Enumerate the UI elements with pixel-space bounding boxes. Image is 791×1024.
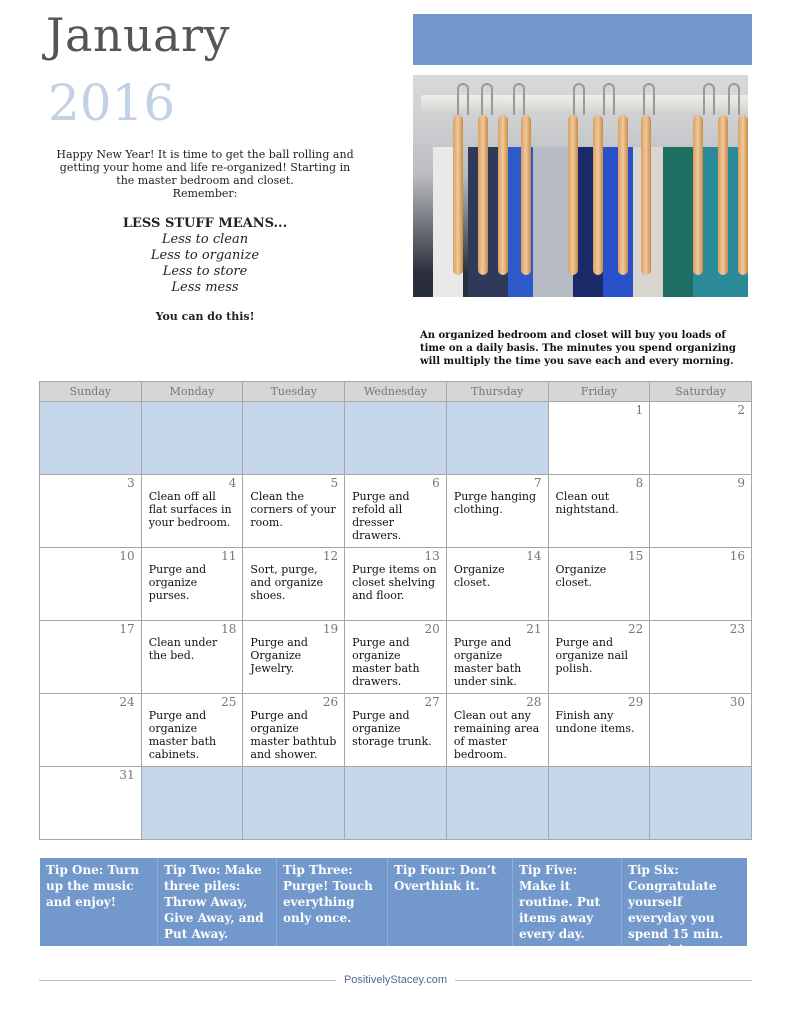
calendar-day-cell: [141, 621, 243, 694]
year-title: 2016: [48, 74, 176, 132]
calendar-day-cell: [40, 475, 142, 548]
calendar-day-cell: [446, 548, 548, 621]
calendar-day-cell: [40, 548, 142, 621]
intro-remember: Remember:: [172, 187, 238, 200]
calendar-day-cell: [650, 402, 752, 475]
calendar-day-cell: [446, 694, 548, 767]
calendar-day-cell: [548, 694, 650, 767]
day-number: 21: [526, 622, 542, 636]
calendar-cell-empty: [243, 402, 345, 475]
day-task: Purge and organize master bath under sink.: [453, 636, 522, 688]
hanger-hook: [703, 83, 715, 115]
calendar-day-cell: [650, 548, 752, 621]
closet-hangers-photo: [413, 75, 748, 297]
wooden-hanger: [568, 115, 578, 275]
hanger-hook: [603, 83, 615, 115]
hanger-hook: [643, 83, 655, 115]
day-number: 13: [424, 549, 440, 563]
calendar-week-row: [40, 548, 752, 621]
weekday-header-thursday: Thursday: [446, 382, 548, 402]
weekday-header-wednesday: Wednesday: [345, 382, 447, 402]
day-number: 24: [119, 695, 135, 709]
calendar-day-cell: [141, 548, 243, 621]
day-number: 10: [119, 549, 135, 563]
wooden-hanger: [618, 115, 628, 275]
footer-divider-right: [455, 980, 752, 981]
day-number: 12: [322, 549, 339, 563]
calendar-day-cell: [40, 621, 142, 694]
day-number: 3: [127, 476, 135, 490]
wooden-hanger: [738, 115, 748, 275]
day-task: Clean out any remaining area of master bedroom.: [453, 709, 540, 761]
calendar-day-cell: [345, 475, 447, 548]
less-stuff-heading: LESS STUFF MEANS...: [122, 216, 288, 231]
calendar-cell-empty: [243, 767, 345, 840]
day-number: 14: [526, 549, 542, 563]
hanger-hook: [457, 83, 469, 115]
encouragement: You can do this!: [155, 310, 255, 323]
calendar-day-cell: [345, 694, 447, 767]
calendar-day-cell: [40, 694, 142, 767]
day-number: 1: [635, 403, 644, 417]
month-title: January: [46, 8, 231, 62]
footer-divider-left: [39, 980, 336, 981]
tip-3: Tip Three: Purge! Touch everything only once.: [277, 858, 388, 946]
day-task: Purge and organize purses.: [148, 563, 207, 602]
tip-4: Tip Four: Don’t Overthink it.: [388, 858, 513, 946]
calendar-day-cell: [243, 621, 345, 694]
day-number: 23: [729, 622, 745, 636]
day-task: Purge items on closet shelving and floor.: [352, 563, 437, 602]
clothing-item: [533, 147, 573, 297]
calendar-cell-empty: [446, 402, 548, 475]
day-number: 31: [119, 768, 135, 782]
tip-5: Tip Five: Make it routine. Put items away every day.: [513, 858, 622, 946]
day-number: 8: [635, 476, 644, 490]
photo-caption: An organized bedroom and closet will buy you loads of time on a daily basis. The minutes you spend organizing will multiply the time you save each and every morning.: [420, 330, 736, 367]
day-number: 26: [322, 695, 339, 709]
day-number: 9: [737, 476, 745, 490]
calendar-week-row: [40, 767, 752, 840]
day-number: 15: [627, 549, 644, 563]
day-number: 4: [228, 476, 237, 490]
day-number: 19: [322, 622, 339, 636]
hanger-hook: [481, 83, 493, 115]
clothing-item: [663, 147, 693, 297]
day-task: Clean under the bed.: [148, 636, 218, 662]
calendar-day-cell: [243, 475, 345, 548]
calendar-day-cell: [141, 694, 243, 767]
wooden-hanger: [718, 115, 728, 275]
wooden-hanger: [478, 115, 488, 275]
calendar-day-cell: [40, 767, 142, 840]
calendar-cell-empty: [141, 402, 243, 475]
calendar-cell-empty: [345, 402, 447, 475]
calendar-day-cell: [548, 621, 650, 694]
day-task: Clean out nightstand.: [555, 490, 619, 516]
intro-text: [50, 148, 360, 323]
wooden-hanger: [498, 115, 508, 275]
calendar-day-cell: [650, 621, 752, 694]
wooden-hanger: [641, 115, 651, 275]
tip-6: Tip Six: Congratulate yourself everyday you spend 15 min. organizing.: [628, 863, 724, 957]
calendar-cell-empty: [40, 402, 142, 475]
day-number: 25: [221, 695, 237, 709]
day-number: 7: [533, 476, 542, 490]
calendar-day-cell: [548, 475, 650, 548]
weekday-header-row: [40, 382, 752, 402]
tip-2: Tip Two: Make three piles: Throw Away, Give Away, and Put Away.: [158, 858, 277, 946]
day-number: 6: [432, 476, 440, 490]
day-number: 28: [526, 695, 542, 709]
calendar-day-cell: [243, 548, 345, 621]
weekday-header-saturday: Saturday: [650, 382, 752, 402]
day-task: Sort, purge, and organize shoes.: [250, 563, 323, 602]
day-number: 11: [221, 549, 237, 563]
wooden-hanger: [521, 115, 531, 275]
less-item: Less to organize: [150, 248, 260, 263]
calendar-cell-empty: [548, 767, 650, 840]
day-task: Organize closet.: [555, 563, 607, 589]
hanger-hook: [573, 83, 585, 115]
day-task: Finish any undone items.: [555, 709, 635, 735]
day-number: 2: [737, 403, 745, 417]
day-number: 20: [424, 622, 440, 636]
less-item: Less to clean: [161, 232, 249, 247]
intro-paragraph: Happy New Year! It is time to get the ball rolling and getting your home and life re-organized! Starting in the master bedroom and closet.: [56, 148, 354, 187]
day-number: 27: [424, 695, 440, 709]
day-task: Purge and organize master bathtub and shower.: [250, 709, 337, 761]
hanger-hook: [728, 83, 740, 115]
weekday-header-friday: Friday: [548, 382, 650, 402]
day-number: 22: [627, 622, 644, 636]
calendar-grid: [39, 381, 752, 840]
day-task: Organize closet.: [453, 563, 505, 589]
calendar-day-cell: [548, 402, 650, 475]
calendar-cell-empty: [650, 767, 752, 840]
day-task: Purge and organize storage trunk.: [352, 709, 432, 748]
day-number: 5: [330, 476, 339, 490]
wooden-hanger: [453, 115, 463, 275]
calendar-week-row: [40, 621, 752, 694]
day-number: 29: [627, 695, 644, 709]
calendar-cell-empty: [141, 767, 243, 840]
day-task: Purge and Organize Jewelry.: [250, 636, 308, 675]
calendar-day-cell: [141, 475, 243, 548]
weekday-header-monday: Monday: [141, 382, 243, 402]
less-item: Less to store: [162, 264, 248, 279]
tip-1: Tip One: Turn up the music and enjoy!: [40, 858, 158, 946]
calendar-cell-empty: [446, 767, 548, 840]
wooden-hanger: [593, 115, 603, 275]
day-task: Clean off all flat surfaces in your bedroom.: [148, 490, 232, 529]
day-number: 17: [119, 622, 135, 636]
calendar-week-row: [40, 694, 752, 767]
day-task: Purge and refold all dresser drawers.: [352, 490, 410, 542]
calendar-day-cell: [650, 694, 752, 767]
tips-bar: [40, 858, 747, 957]
day-number: 18: [221, 622, 237, 636]
calendar-cell-empty: [345, 767, 447, 840]
calendar-day-cell: [243, 694, 345, 767]
hanger-hook: [513, 83, 525, 115]
less-item: Less mess: [171, 280, 239, 295]
day-number: 16: [729, 549, 745, 563]
calendar-day-cell: [548, 548, 650, 621]
day-number: 30: [729, 695, 745, 709]
wooden-hanger: [693, 115, 703, 275]
day-task: Purge and organize master bath drawers.: [352, 636, 420, 688]
weekday-header-tuesday: Tuesday: [243, 382, 345, 402]
day-task: Purge hanging clothing.: [453, 490, 537, 516]
footer: [39, 972, 752, 988]
decorative-blue-bar: [413, 14, 752, 65]
day-task: Purge and organize master bath cabinets.: [148, 709, 217, 761]
calendar-day-cell: [345, 548, 447, 621]
calendar-day-cell: [650, 475, 752, 548]
footer-site-link[interactable]: PositivelyStacey.com: [343, 974, 448, 986]
calendar-day-cell: [446, 621, 548, 694]
calendar-day-cell: [446, 475, 548, 548]
calendar-day-cell: [345, 621, 447, 694]
calendar-week-row: [40, 402, 752, 475]
weekday-header-sunday: Sunday: [40, 382, 142, 402]
day-task: Purge and organize nail polish.: [555, 636, 629, 675]
day-task: Clean the corners of your room.: [250, 490, 336, 529]
calendar-week-row: [40, 475, 752, 548]
